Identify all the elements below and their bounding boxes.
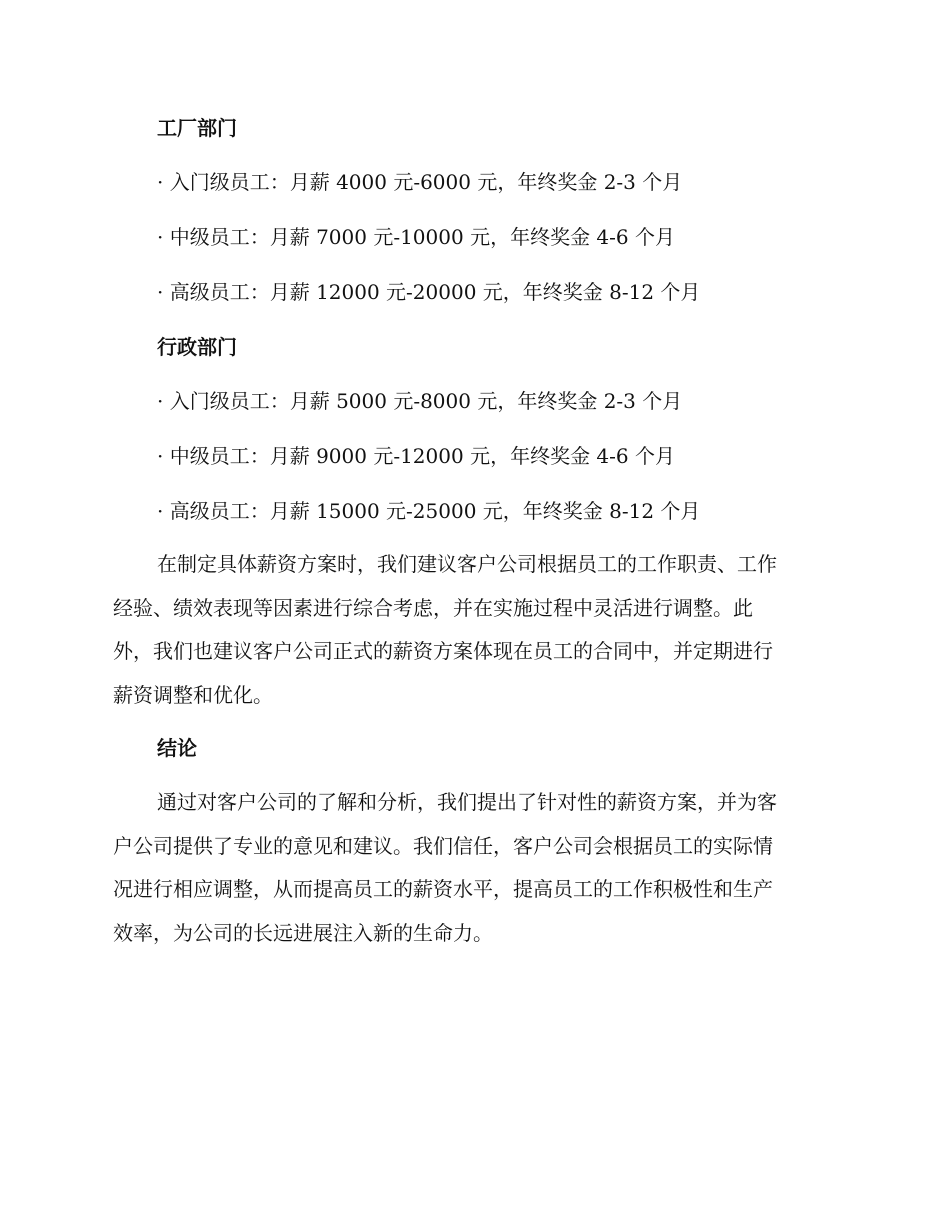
- conclusion-heading: 结论: [157, 736, 197, 760]
- paragraph-line: 经验、绩效表现等因素进行综合考虑，并在实施过程中灵活进行调整。此: [113, 595, 753, 620]
- paragraph-line: 况进行相应调整，从而提高员工的薪资水平，提高员工的工作积极性和生产: [113, 877, 773, 902]
- paragraph-line: 通过对客户公司的了解和分析，我们提出了针对性的薪资方案，并为客: [157, 790, 777, 814]
- factory-item-mid: · 中级员工：月薪 7000 元-10000 元，年终奖金 4-6 个月: [157, 225, 675, 249]
- admin-item-entry: · 入门级员工：月薪 5000 元-8000 元，年终奖金 2-3 个月: [157, 389, 683, 413]
- factory-item-senior: · 高级员工：月薪 12000 元-20000 元，年终奖金 8-12 个月: [157, 280, 701, 304]
- paragraph-line: 薪资调整和优化。: [113, 683, 273, 708]
- factory-item-entry: · 入门级员工：月薪 4000 元-6000 元，年终奖金 2-3 个月: [157, 170, 683, 194]
- admin-item-senior: · 高级员工：月薪 15000 元-25000 元，年终奖金 8-12 个月: [157, 499, 701, 523]
- factory-heading: 工厂部门: [157, 116, 237, 140]
- recommendation-paragraph: [113, 543, 829, 718]
- conclusion-paragraph: [113, 781, 829, 956]
- paragraph-line: 在制定具体薪资方案时，我们建议客户公司根据员工的工作职责、工作: [157, 552, 777, 576]
- admin-item-mid: · 中级员工：月薪 9000 元-12000 元，年终奖金 4-6 个月: [157, 444, 675, 468]
- paragraph-line: 效率，为公司的长远进展注入新的生命力。: [113, 921, 493, 946]
- paragraph-line: 外，我们也建议客户公司正式的薪资方案体现在员工的合同中，并定期进行: [113, 639, 773, 664]
- admin-heading: 行政部门: [157, 335, 237, 359]
- paragraph-line: 户公司提供了专业的意见和建议。我们信任，客户公司会根据员工的实际情: [113, 833, 773, 858]
